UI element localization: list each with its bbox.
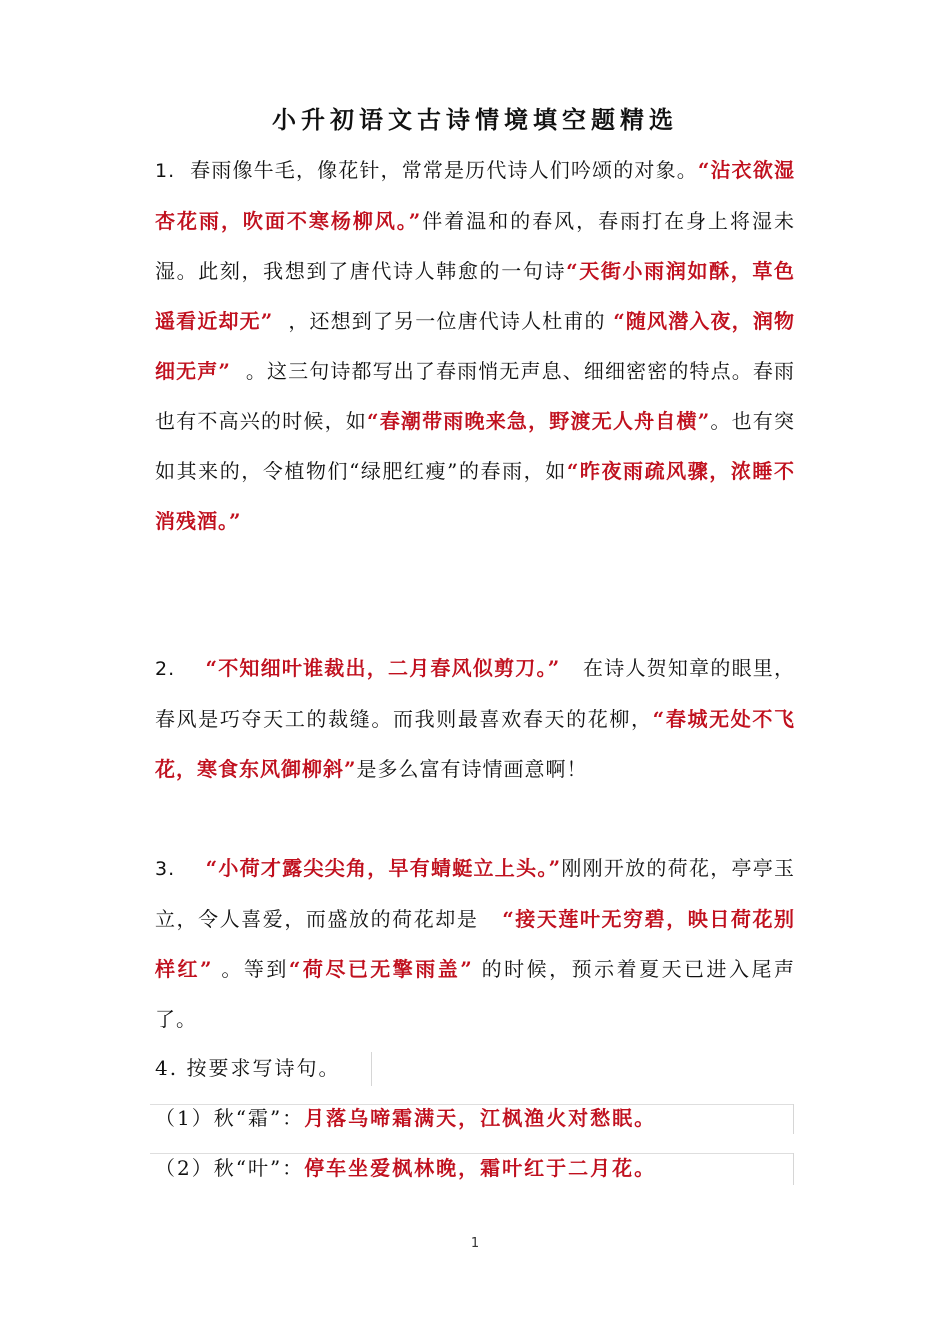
answer-text: 月落乌啼霜满天，江枫渔火对愁眠。 [304,1106,657,1130]
page-title: 小升初语文古诗情境填空题精选 [272,105,678,134]
question-text: 刚刚开放的荷花，亭亭玉立，令人喜爱，而盛放的荷花却是 [155,856,795,931]
question-text: 。这三句诗都写出了春雨悄无声息、细细密密的特点。春雨也有不高兴的时候，如 [155,359,795,433]
question-text: ，还想到了另一位唐代诗人杜甫的 [288,309,606,333]
question-text: 是多么富有诗情画意啊！ [356,757,588,781]
table-border [793,1153,794,1185]
question-4-item-1 [155,1093,656,1143]
question-number: 2. [155,658,176,680]
answer-text: “昨夜雨疏风骤，浓睡不消残酒。” [155,459,795,533]
answer-text: “不知细叶谁裁出，二月春风似剪刀。” [205,656,561,680]
question-number: 1. [155,160,176,182]
answer-text: “春城无处不飞花，寒食东风御柳斜” [155,707,796,781]
answer-text: 停车坐爱枫林晚，霜叶红于二月花。 [304,1156,657,1180]
question-4-item-2 [155,1143,656,1193]
question-text: 。等到 [221,957,289,981]
item-label: （1）秋“霜”： [155,1106,305,1130]
question-text: 的时候，预示着夏天已进入尾声了。 [155,957,796,1031]
question-text: 。也有突如其来的，令植物们“绿肥红瘦”的春雨，如 [155,409,796,483]
answer-text: “天街小雨润如酥，草色遥看近却无” [155,259,796,333]
question-2 [155,643,795,794]
answer-text: “荷尽已无擎雨盖” [288,957,473,981]
table-border [793,1104,794,1134]
item-label: （2）秋“叶”： [155,1156,305,1180]
answer-text: “沾衣欲湿杏花雨，吹面不寒杨柳风。” [155,158,795,233]
answer-text: “随风潜入夜，润物细无声” [155,309,795,383]
table-border [371,1052,372,1086]
answer-text: “春潮带雨晚来急，野渡无人舟自横” [367,409,711,433]
table-border [150,1153,794,1154]
question-4-heading: 4. 按要求写诗句。 [155,1056,341,1080]
question-text: 在诗人贺知章的眼里，春风是巧夺天工的裁缝。而我则最喜欢春天的花柳， [155,656,796,731]
answer-text: “小荷才露尖尖角，早有蜻蜓立上头。” [205,856,562,880]
question-text: 伴着温和的春风，春雨打在身上将湿未湿。此刻，我想到了唐代诗人韩愈的一句诗 [155,209,795,283]
table-border [150,1104,794,1105]
question-number: 3. [155,858,176,880]
question-1 [155,145,795,546]
page-number: 1 [470,1236,480,1251]
answer-text: “接天莲叶无穷碧，映日荷花别样红” [155,907,796,981]
question-3 [155,843,795,1044]
question-text: 春雨像牛毛，像花针，常常是历代诗人们吟颂的对象。 [190,158,698,182]
